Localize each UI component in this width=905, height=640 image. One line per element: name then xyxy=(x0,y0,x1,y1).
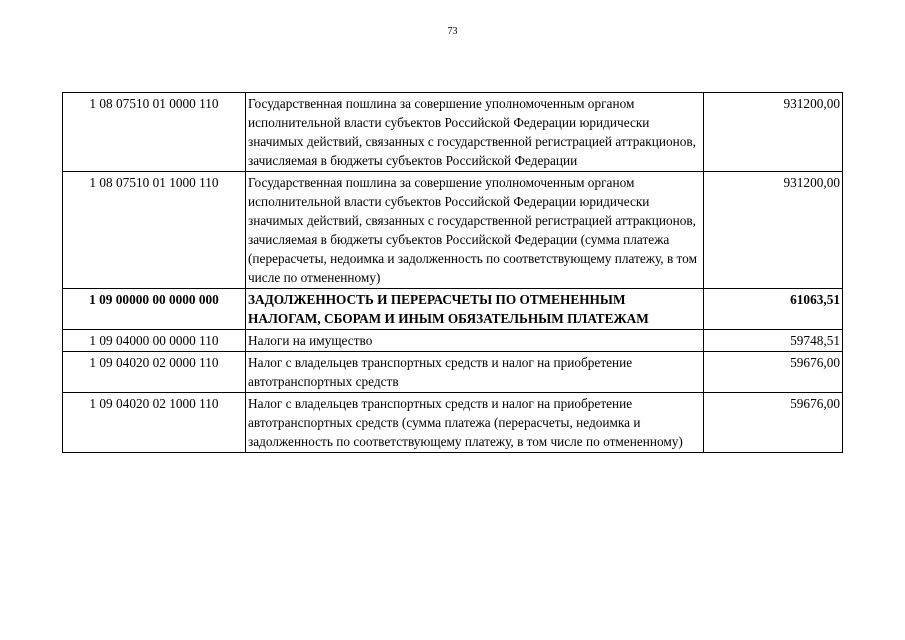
revenue-amount: 931200,00 xyxy=(704,172,843,289)
revenue-amount: 59676,00 xyxy=(704,393,843,453)
revenue-amount: 931200,00 xyxy=(704,93,843,172)
revenue-amount: 59748,51 xyxy=(704,330,843,352)
revenue-name: Государственная пошлина за совершение уполномоченным органом исполнительной власти субъектов Российской Федерации юридически значимых действий, связанных с государственной регистрацией аттракционов, зачисляемая в бюджеты субъектов Российской Федерации (сумма платежа (перерасчеты, недоимка и задолженность по соответствующему платежу, в том числе по отмененному) xyxy=(246,172,704,289)
table-row xyxy=(63,330,843,352)
classification-code: 1 09 04020 02 1000 110 xyxy=(63,393,246,453)
classification-code: 1 09 04020 02 0000 110 xyxy=(63,352,246,393)
table-row-section-total xyxy=(63,289,843,330)
classification-code: 1 08 07510 01 0000 110 xyxy=(63,93,246,172)
revenue-name: Налог с владельцев транспортных средств и налог на приобретение автотранспортных средств xyxy=(246,352,704,393)
table-row xyxy=(63,172,843,289)
classification-code: 1 09 04000 00 0000 110 xyxy=(63,330,246,352)
revenue-name: Налоги на имущество xyxy=(246,330,704,352)
page-number: 73 xyxy=(447,26,458,37)
revenue-amount: 61063,51 xyxy=(704,289,843,330)
table-row xyxy=(63,393,843,453)
classification-code: 1 09 00000 00 0000 000 xyxy=(63,289,246,330)
revenue-name: Налог с владельцев транспортных средств и налог на приобретение автотранспортных средств (сумма платежа (перерасчеты, недоимка и задолженность по соответствующему платежу, в том числе по отмененному) xyxy=(246,393,704,453)
revenue-name: ЗАДОЛЖЕННОСТЬ И ПЕРЕРАСЧЕТЫ ПО ОТМЕНЕННЫМ НАЛОГАМ, СБОРАМ И ИНЫМ ОБЯЗАТЕЛЬНЫМ ПЛАТЕЖАМ xyxy=(246,289,704,330)
budget-revenue-table xyxy=(62,92,843,453)
revenue-name: Государственная пошлина за совершение уполномоченным органом исполнительной власти субъектов Российской Федерации юридически значимых действий, связанных с государственной регистрацией аттракционов, зачисляемая в бюджеты субъектов Российской Федерации xyxy=(246,93,704,172)
classification-code: 1 08 07510 01 1000 110 xyxy=(63,172,246,289)
table-row xyxy=(63,93,843,172)
revenue-amount: 59676,00 xyxy=(704,352,843,393)
table-row xyxy=(63,352,843,393)
